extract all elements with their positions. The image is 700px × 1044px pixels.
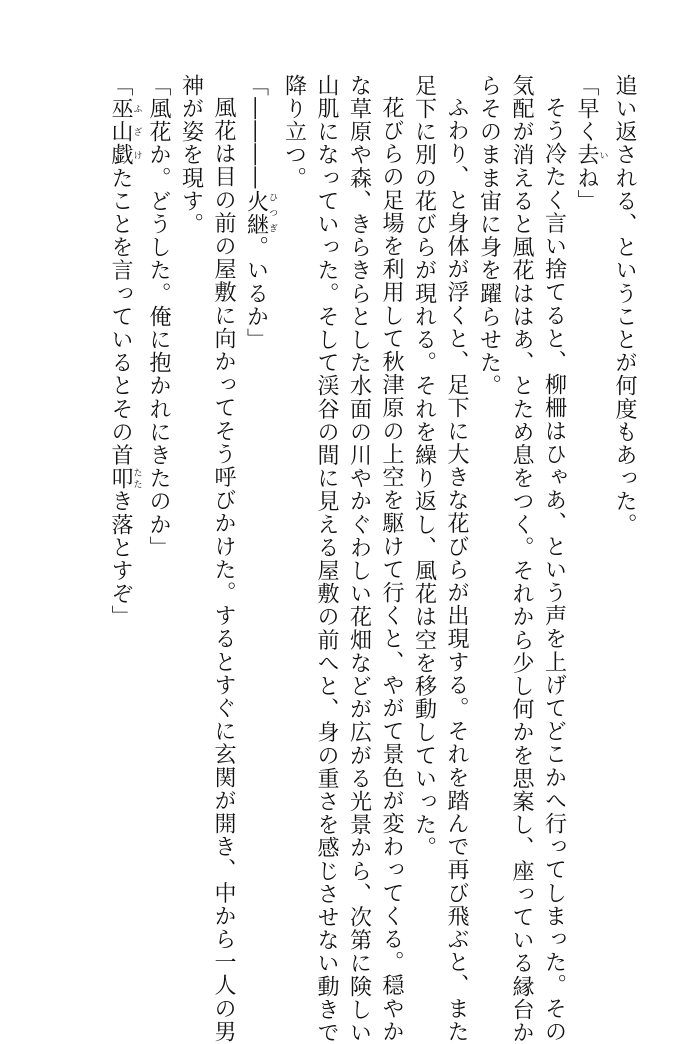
text-line-15: 「風花か。どうした。俺に抱かれにきたのか」 <box>146 74 171 560</box>
text-line-10: 山肌になっていった。そして渓谷の間に見える屋敷の前へと、身の重さを感じさせない動きで <box>314 74 339 1044</box>
ruby-reading: たた <box>131 466 142 490</box>
text-line-16: 「巫山戯ふざけたことを言っているとその首叩たたき落とすぞ」 <box>108 74 142 629</box>
text-line-2: 「早く去いね」 <box>574 74 608 213</box>
text-line-4: 気配が消えると風花ははあ、とため息をつく。それから少し何かを思案し、座っている縁台か <box>509 74 534 1044</box>
text-line-5: らそのまま宙に身を躍らせた。 <box>476 74 502 398</box>
ruby-fuzake: 巫山戯ふざけ <box>108 97 142 167</box>
text-line-13: 風花は目の前の屋敷に向かってそう呼びかけた。するとすぐに玄関が開き、中から一人の男 <box>211 96 236 1044</box>
text-line-6: ふわり、と身体が浮くと、足下に大きな花びらが出現する。それを踏んで再び飛ぶと、また <box>444 96 469 1044</box>
ruby-iru: 去い <box>574 143 608 167</box>
vertical-text-body <box>40 74 640 1044</box>
ruby-reading: ふざけ <box>131 97 142 167</box>
text-line-9: な草原や森、きらきらとした水面の川やかぐわしい花畑などが広がる光景から、次第に険しい <box>346 74 372 1044</box>
text-line-8: 花びらの足場を利用して秋津原の上空を駆けて行くと、やがて景色が変わってくる。穏やか <box>379 96 404 1044</box>
ruby-reading: い <box>597 143 608 167</box>
text-line-12: 「――――火継ひつぎ。いるか」 <box>243 74 277 352</box>
ruby-tata: 叩たた <box>108 466 142 490</box>
text-line-14: 神が姿を現す。 <box>178 74 204 236</box>
ruby-reading: ひつぎ <box>267 189 277 236</box>
text-line-1: 追い返される、ということが何度もあった。 <box>612 74 637 536</box>
text-line-11: 降り立つ。 <box>281 74 307 190</box>
text-line-3: そう冷たく言い捨てると、柳柵はひゃあ、という声を上げてどこかへ行ってしまった。その <box>541 96 567 1044</box>
ruby-hitsugi: 火継ひつぎ <box>243 189 277 236</box>
text-line-7: 足下に別の花びらが現れる。それを繰り返し、風花は空を移動していった。 <box>411 74 437 860</box>
